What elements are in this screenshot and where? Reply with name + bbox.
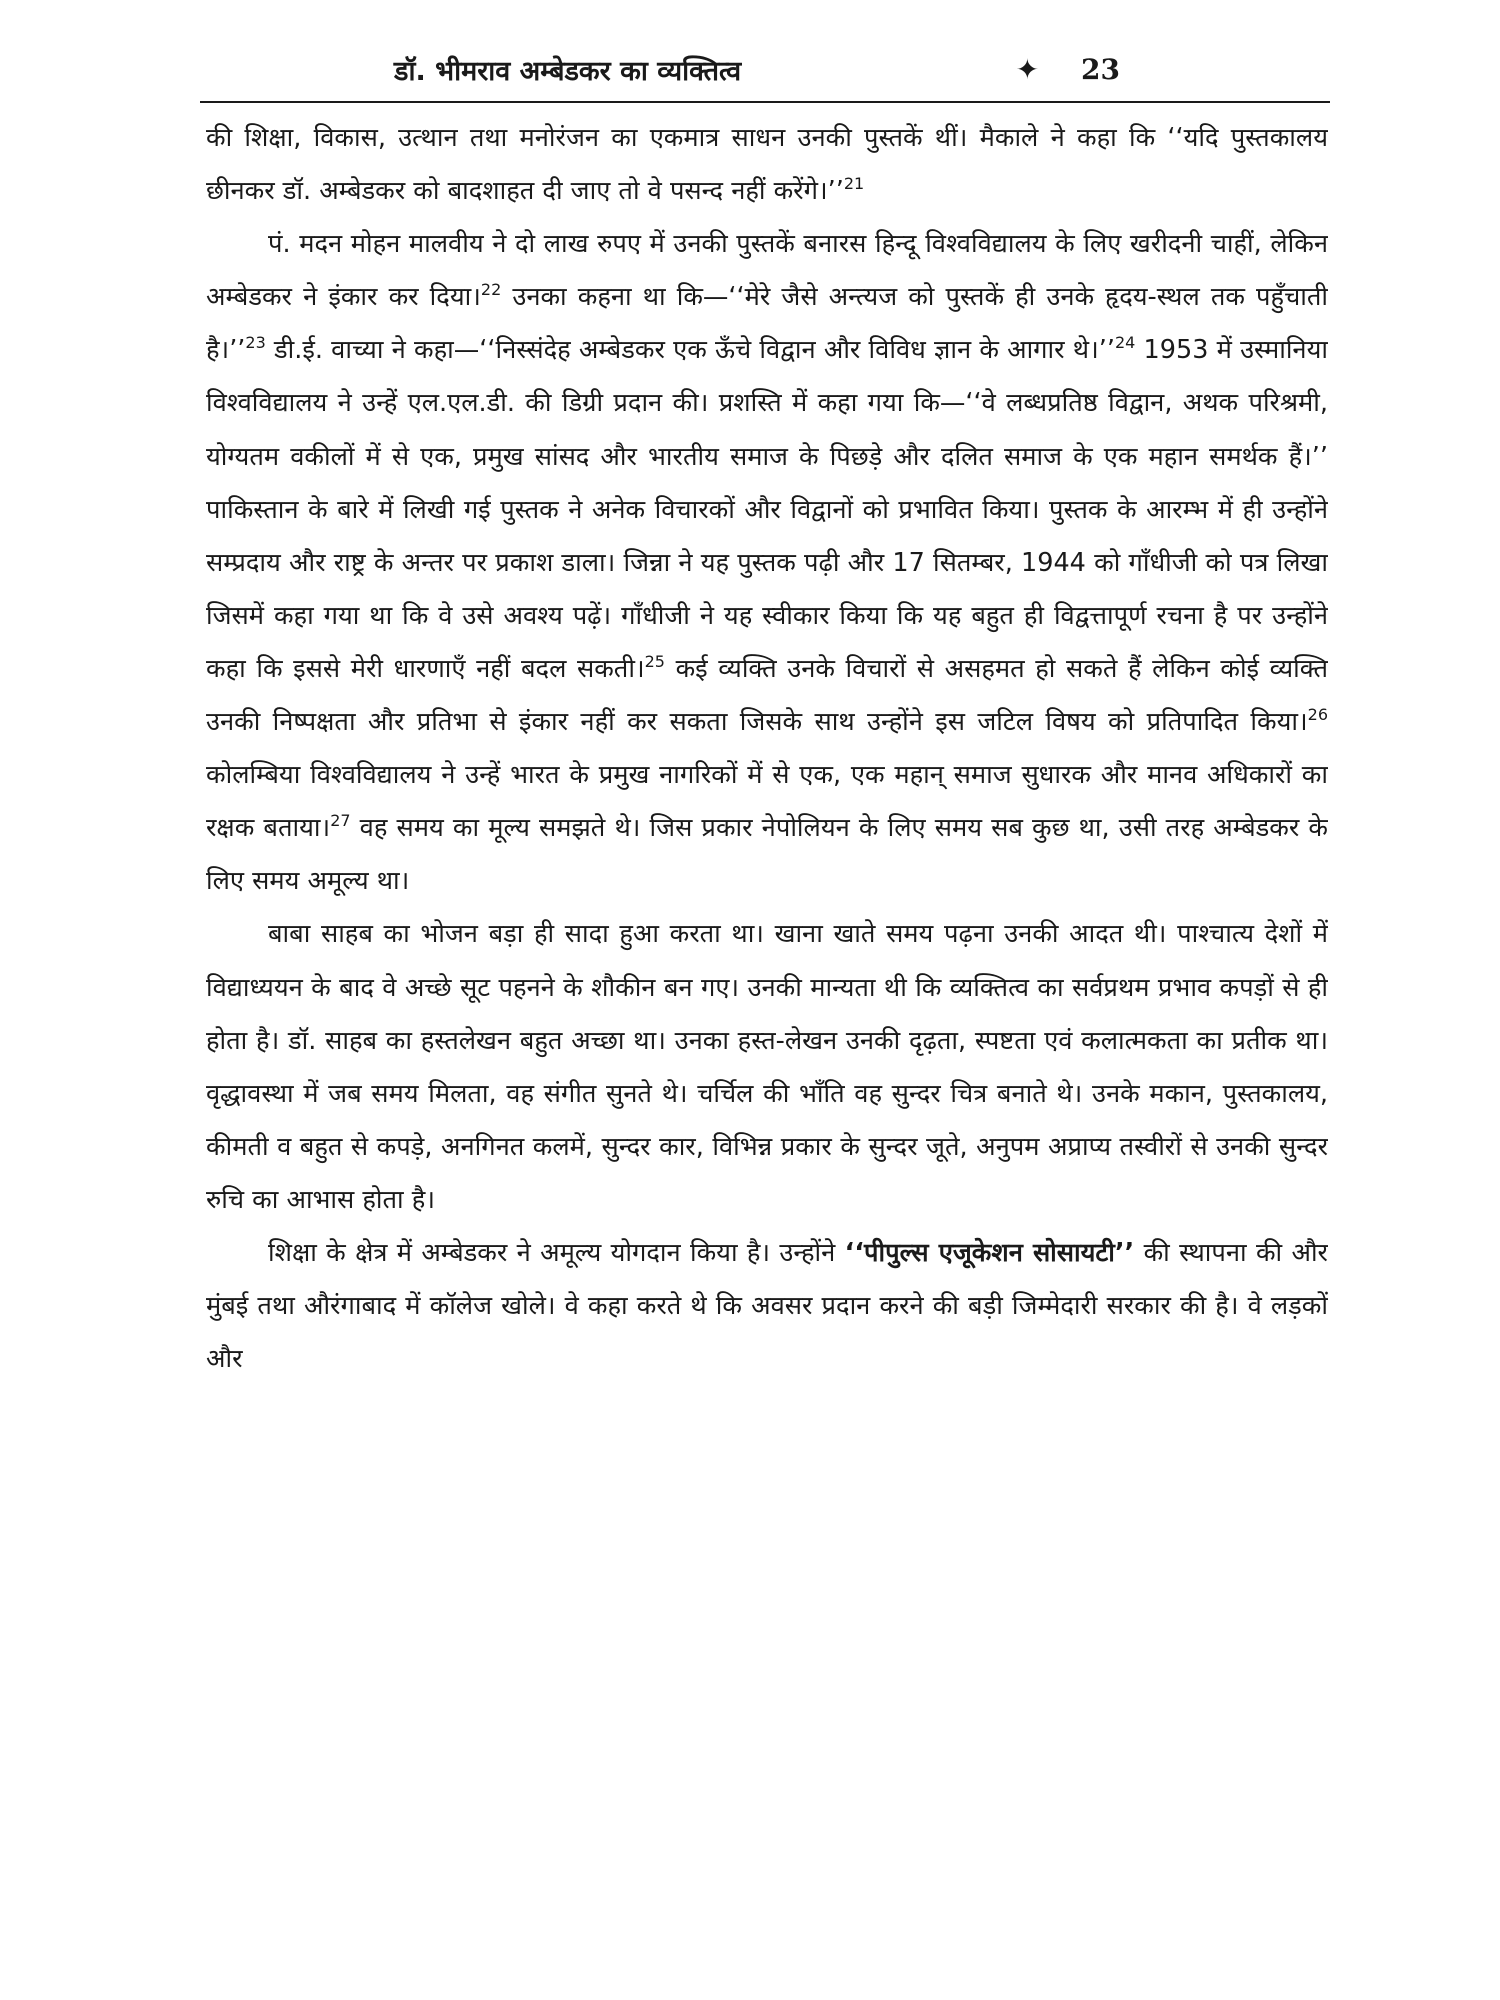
text-run: कई व्यक्ति उनके विचारों से असहमत हो सकते हैं लेकिन कोई व्यक्ति उनकी निष्पक्षता और प्रतिभा से इंकार नहीं कर सकता जिसके साथ उन्होंने इस जटिल विषय को प्रतिपादित किया।	[206, 653, 1328, 738]
page-number: 23	[1081, 52, 1120, 86]
body-text	[206, 112, 1328, 1972]
paragraph	[206, 218, 1328, 908]
text-run: पं. मदन मोहन मालवीय ने दो लाख रुपए में उनकी पुस्तकें बनारस हिन्दू विश्वविद्यालय के लिए खरीदनी चाहीं, लेकिन अम्बेडकर ने इंकार कर दिया।	[206, 229, 1328, 313]
footnote-marker: 22	[480, 280, 502, 300]
footnote-marker: 23	[245, 333, 266, 353]
paragraph	[206, 908, 1328, 1227]
running-header	[380, 46, 1140, 92]
footnote-marker: 25	[644, 651, 665, 671]
footnote-marker: 21	[843, 174, 865, 194]
text-run: की स्थापना की और मुंबई तथा औरंगाबाद में कॉलेज खोले। वे कहा करते थे कि अवसर प्रदान करने की बड़ी जिम्मेदारी सरकार की है। वे लड़कों और	[206, 1237, 1328, 1375]
text-run: वह समय का मूल्य समझते थे। जिस प्रकार नेपोलियन के लिए समय सब कुछ था, उसी तरह अम्बेडकर के लिए समय अमूल्य था।	[206, 813, 1328, 897]
text-run: उनका कहना था कि—‘‘मेरे जैसे अन्त्यज को पुस्तकें ही उनके हृदय-स्थल तक पहुँचाती है।’’	[206, 282, 1328, 366]
text-run: की शिक्षा, विकास, उत्थान तथा मनोरंजन का एकमात्र साधन उनकी पुस्तकें थीं। मैकाले ने कहा कि ‘‘यदि पुस्तकालय छीनकर डॉ. अम्बेडकर को बादशाहत दी जाए तो वे पसन्द नहीं करेंगे।’’	[206, 123, 1328, 207]
text-run: शिक्षा के क्षेत्र में अम्बेडकर ने अमूल्य योगदान किया है। उन्होंने	[268, 1237, 845, 1268]
chapter-title: डॉ. भीमराव अम्बेडकर का व्यक्तित्व	[394, 55, 742, 87]
footnote-marker: 27	[330, 811, 351, 831]
footnote-marker: 26	[1307, 705, 1328, 725]
footnote-marker: 24	[1114, 333, 1136, 353]
text-run: डी.ई. वाच्या ने कहा—‘‘निस्संदेह अम्बेडकर एक ऊँचे विद्वान और विविध ज्ञान के आगार थे।’’	[265, 335, 1115, 366]
text-run: कोलम्बिया विश्वविद्यालय ने उन्हें भारत के प्रमुख नागरिकों में से एक, एक महान् समाज सुधारक और मानव अधिकारों का रक्षक बताया।	[206, 760, 1328, 844]
header-right	[1016, 53, 1120, 86]
text-run: 1953 में उस्मानिया विश्वविद्यालय ने उन्हें एल.एल.डी. की डिग्री प्रदान की। प्रशस्ति में कहा गया कि—‘‘वे लब्धप्रतिष्ठ विद्वान, अथक परिश्रमी, योग्यतम वकीलों में से एक, प्रमुख सांसद और भारतीय समाज के पिछड़े और दलित समाज के एक महान समर्थक हैं।’’ पाकिस्तान के बारे में लिखी गई पुस्तक ने अनेक विचारकों और विद्वानों को प्रभावित किया। पुस्तक के आरम्भ में ही उन्होंने सम्प्रदाय और राष्ट्र के अन्तर पर प्रकाश डाला। जिन्ना ने यह पुस्तक पढ़ी और 17 सितम्बर, 1944 को गाँधीजी को पत्र लिखा जिसमें कहा गया था कि वे उसे अवश्य पढ़ें। गाँधीजी ने यह स्वीकार किया कि यह बहुत ही विद्वत्तापूर्ण रचना है पर उन्होंने कहा कि इससे मेरी धारणाएँ नहीं बदल सकती।	[206, 335, 1328, 684]
paragraph	[206, 1227, 1328, 1386]
text-run: बाबा साहब का भोजन बड़ा ही सादा हुआ करता था। खाना खाते समय पढ़ना उनकी आदत थी। पाश्चात्य देशों में विद्याध्ययन के बाद वे अच्छे सूट पहनने के शौकीन बन गए। उनकी मान्यता थी कि व्यक्तित्व का सर्वप्रथम प्रभाव कपड़ों से ही होता है। डॉ. साहब का हस्तलेखन बहुत अच्छा था। उनका हस्त-लेखन उनकी दृढ़ता, स्पष्टता एवं कलात्मकता का प्रतीक था। वृद्धावस्था में जब समय मिलता, वह संगीत सुनते थे। चर्चिल की भाँति वह सुन्दर चित्र बनाते थे। उनके मकान, पुस्तकालय, कीमती व बहुत से कपड़े, अनगिनत कलमें, सुन्दर कार, विभिन्न प्रकार के सुन्दर जूते, अनुपम अप्राप्य तस्वीरों से उनकी सुन्दर रुचि का आभास होता है।	[206, 919, 1328, 1215]
header-rule	[200, 101, 1330, 103]
star-ornament-icon: ✦	[1015, 52, 1040, 86]
paragraph	[206, 112, 1328, 218]
bold-text: ‘‘पीपुल्स एजूकेशन सोसायटी’’	[844, 1237, 1135, 1268]
